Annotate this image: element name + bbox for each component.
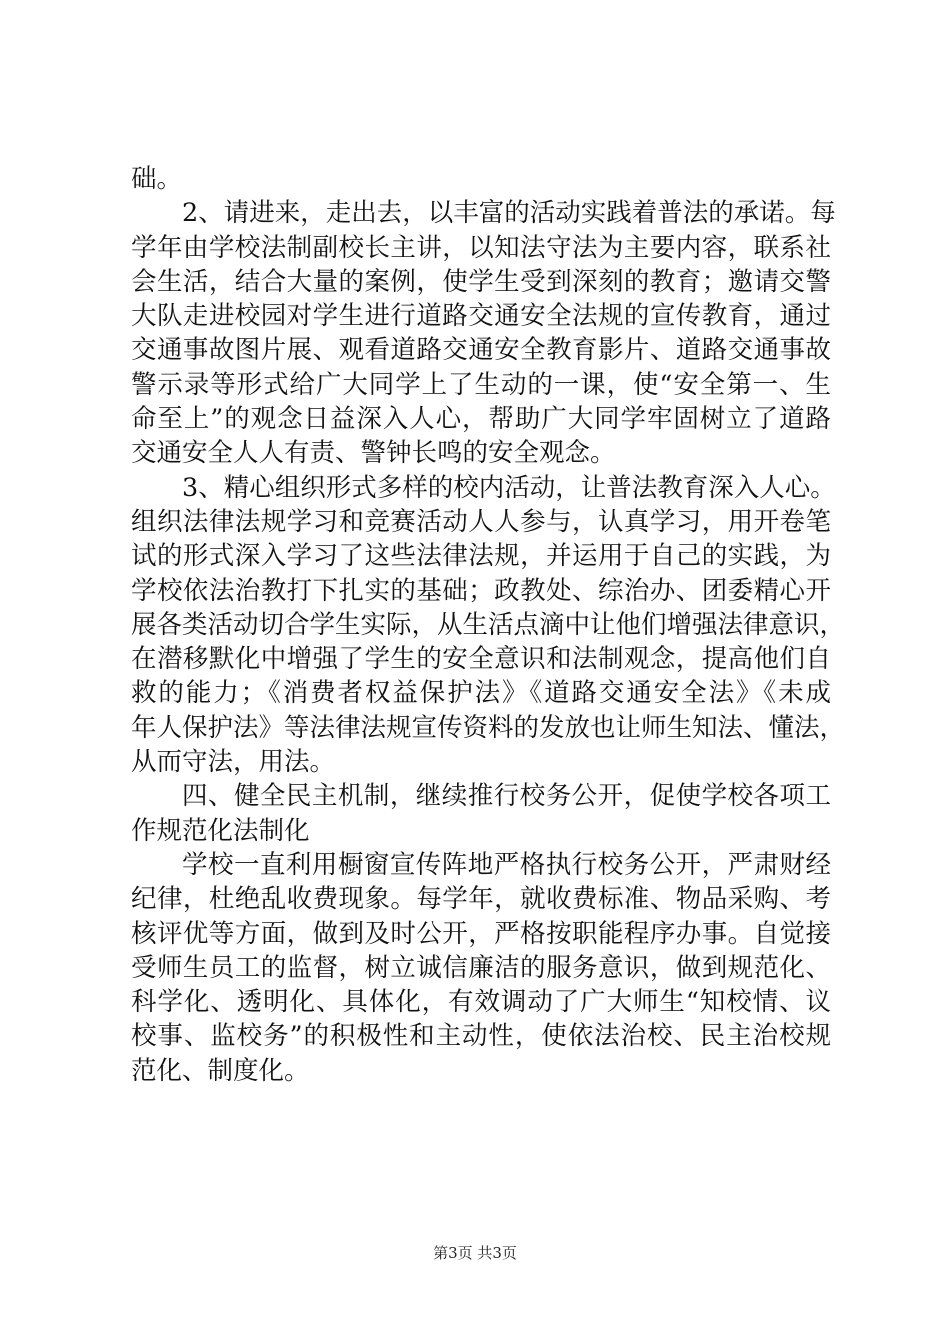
text-line: 2、请进来，走出去，以丰富的活动实践着普法的承诺。每 <box>182 198 836 229</box>
text-line: 纪律，杜绝乱收费现象。每学年，就收费标准、物品采购、考 <box>131 884 831 915</box>
text-line: 展各类活动切合学生实际，从生活点滴中让他们增强法律意识， <box>131 609 846 640</box>
text-line: 年人保护法》等法律法规宣传资料的发放也让师生知法、懂法， <box>131 712 846 743</box>
text-line: 受师生员工的监督，树立诚信廉洁的服务意识，做到规范化、 <box>131 952 831 983</box>
text-line: 救的能力；《消费者权益保护法》《道路交通安全法》《未成 <box>131 678 831 709</box>
text-line: 3、精心组织形式多样的校内活动，让普法教育深入人心。 <box>182 472 836 503</box>
text-line: 交通事故图片展、观看道路交通安全教育影片、道路交通事故 <box>131 335 831 366</box>
page-footer: 第3页 共3页 <box>433 1244 517 1262</box>
text-line: 科学化、透明化、具体化，有效调动了广大师生“知校情、议 <box>131 987 831 1018</box>
text-line: 学校依法治教打下扎实的基础；政教处、综治办、团委精心开 <box>131 575 831 606</box>
text-line: 会生活，结合大量的案例，使学生受到深刻的教育；邀请交警 <box>131 266 831 297</box>
text-line: 础。 <box>131 164 183 194</box>
text-line: 交通安全人人有责、警钟长鸣的安全观念。 <box>131 438 616 469</box>
text-line: 校事、监校务”的积极性和主动性，使依法治校、民主治校规 <box>131 1021 831 1052</box>
text-line: 在潜移默化中增强了学生的安全意识和法制观念，提高他们自 <box>131 644 831 675</box>
text-line: 学校一直利用橱窗宣传阵地严格执行校务公开，严肃财经 <box>182 849 831 880</box>
text-line: 警示录等形式给广大同学上了生动的一课，使“安全第一、生 <box>131 369 831 400</box>
text-line: 大队走进校园对学生进行道路交通安全法规的宣传教育，通过 <box>131 301 831 332</box>
text-line: 作规范化法制化 <box>131 815 310 846</box>
text-line: 范化、制度化。 <box>131 1055 310 1086</box>
text-line: 从而守法，用法。 <box>131 747 336 778</box>
text-line: 命至上”的观念日益深入人心，帮助广大同学牢固树立了道路 <box>131 404 831 435</box>
text-line: 组织法律法规学习和竞赛活动人人参与，认真学习，用开卷笔 <box>131 506 831 537</box>
text-line: 试的形式深入学习了这些法律法规，并运用于自己的实践，为 <box>131 541 831 572</box>
text-line: 核评优等方面，做到及时公开，严格按职能程序办事。自觉接 <box>131 918 831 949</box>
text-line: 学年由学校法制副校长主讲，以知法守法为主要内容，联系社 <box>131 232 831 263</box>
text-line: 四、健全民主机制，继续推行校务公开，促使学校各项工 <box>182 781 831 812</box>
document-body <box>131 162 846 1088</box>
